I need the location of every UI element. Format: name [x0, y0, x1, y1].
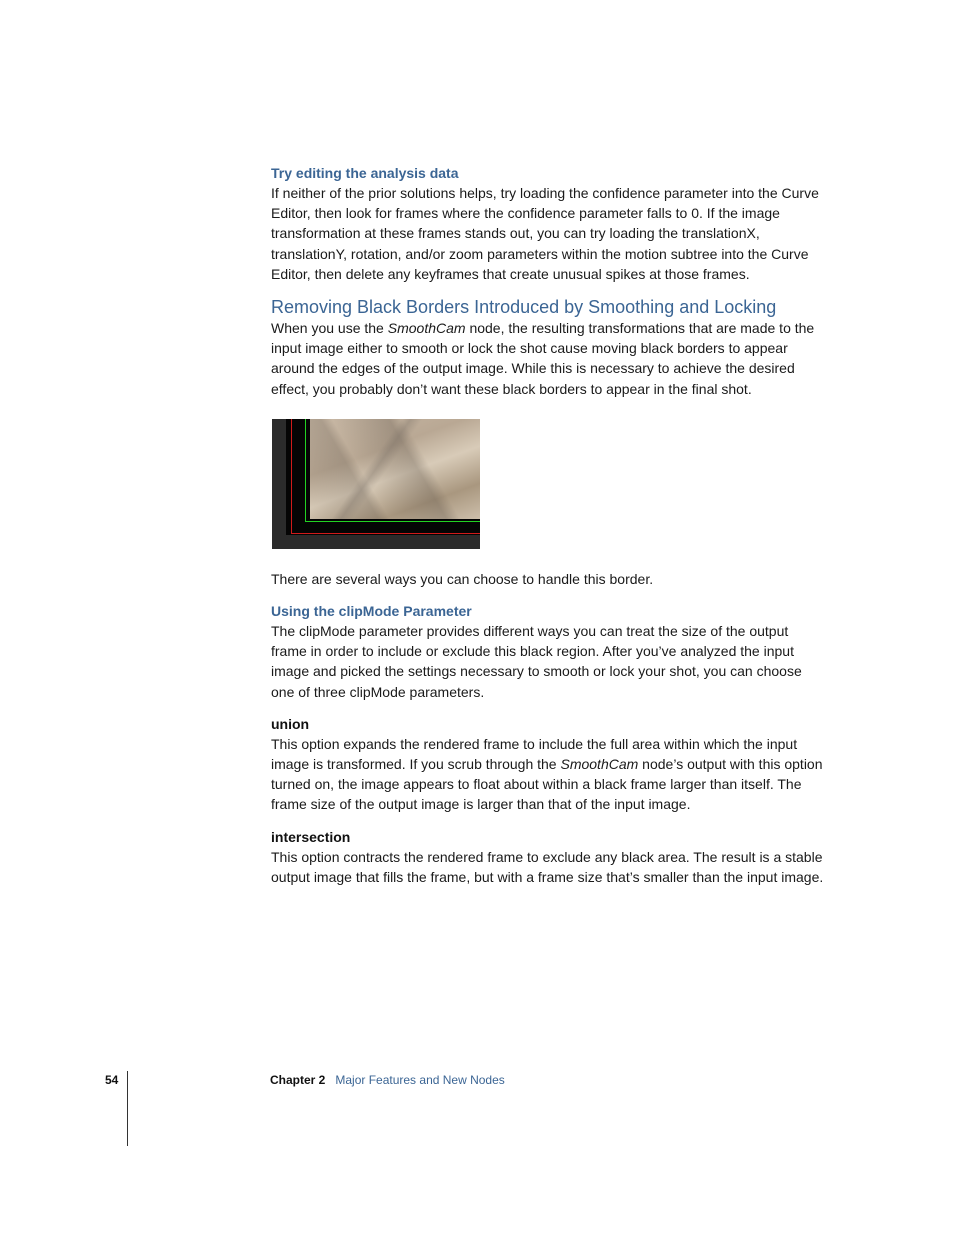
- union-body-post: node’s output with this option turned on, the image appears to float about within a black frame larger than itself. The frame size of the output image is larger than that of the input image.: [271, 756, 823, 813]
- chapter-label: Chapter 2: [270, 1073, 326, 1087]
- page-number: 54: [105, 1073, 119, 1087]
- smoothcam-term: SmoothCam: [560, 756, 639, 773]
- clipmode-heading: Using the clipMode Parameter: [271, 603, 472, 620]
- union-term: union: [271, 715, 310, 732]
- borders-body-post: node, the resulting transformations that are made to the input image either to smooth or lock the shot cause moving black borders to appear around the edges of the output image. While this is necessary to achieve the desired effect, you probably don’t want these black borders to appear in the final shot.: [271, 320, 815, 397]
- analysis-heading: Try editing the analysis data: [271, 165, 459, 181]
- clipmode-body: The clipMode parameter provides different ways you can treat the size of the output frame in order to include or exclude this black region. After you’ve analyzed the input image and picked the settings necessary to smooth or lock your shot, you can choose one of three clipMode parameters.: [271, 623, 802, 700]
- analysis-body: If neither of the prior solutions helps, try loading the confidence parameter into the Curve Editor, then look for frames where the confidence parameter falls to 0. If the image transformation at these frames stands out, you can try loading the translationX, translationY, rotation, and/or zoom parameters within the motion subtree into the Curve Editor, then delete any keyframes that create unusual spikes at those frames.: [271, 185, 819, 282]
- ways-text: There are several ways you can choose to handle this border.: [271, 570, 654, 587]
- borders-body: [271, 318, 827, 399]
- smoothcam-term: SmoothCam: [387, 320, 466, 337]
- chapter-footer: [270, 1073, 505, 1087]
- intersection-body: This option contracts the rendered frame to exclude any black area. The result is a stable output image that fills the frame, but with a frame size that’s smaller than the input image.: [271, 848, 824, 885]
- chapter-title: Major Features and New Nodes: [335, 1073, 505, 1087]
- page-content: [271, 163, 827, 887]
- intersection-term: intersection: [271, 828, 351, 845]
- black-border-figure: [272, 419, 480, 549]
- union-body-pre: This option expands the rendered frame to include the full area within which the input image is transformed. If you scrub through the: [271, 735, 798, 773]
- footer-divider: [127, 1071, 128, 1146]
- terrain-image: [310, 419, 480, 519]
- union-body: [271, 734, 827, 815]
- borders-heading: Removing Black Borders Introduced by Smoothing and Locking: [271, 297, 777, 318]
- borders-body-pre: When you use the: [271, 320, 388, 337]
